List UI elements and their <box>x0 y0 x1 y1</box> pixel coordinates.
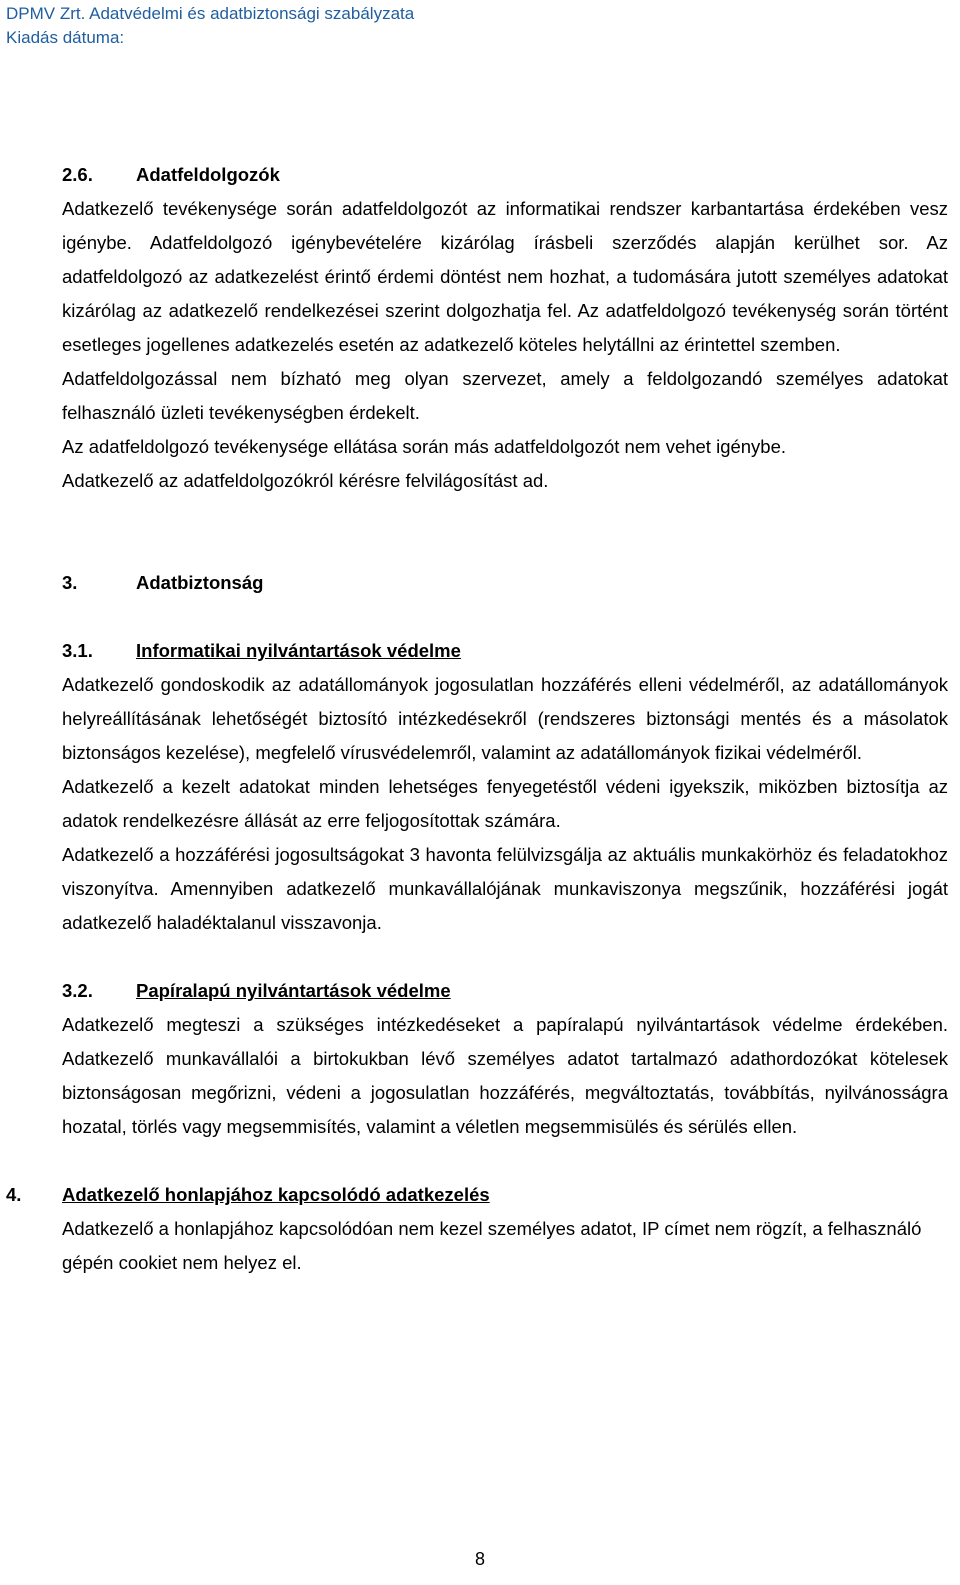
paragraph: Adatkezelő tevékenysége során adatfeldolgozót az informatikai rendszer karbantartása érdekében vesz igénybe. Adatfeldolgozó igénybevételére kizárólag írásbeli szerződés alapján kerülhet sor. Az adatfeldolgozó az adatkezelést érintő érdemi döntést nem hozhat, a tudomására jutott személyes adatokat kizárólag az adatkezelő rendelkezései szerint dolgozhatja fel. Az adatfeldolgozó tevékenység során történt esetleges jogellenes adatkezelés esetén az adatkezelő köteles helytállni az érintettel szemben. <box>62 198 948 355</box>
paragraph: Adatkezelő a honlapjához kapcsolódóan nem kezel személyes adatot, IP címet nem rögzít, a felhasználó gépén cookiet nem helyez el. <box>62 1218 922 1273</box>
paragraph: Adatkezelő megteszi a szükséges intézkedéseket a papíralapú nyilvántartások védelme érdekében. Adatkezelő munkavállalói a birtokukban lévő személyes adatot tartalmazó adathordozókat kötelesek biztonságosan megőrizni, védeni a jogosulatlan hozzáférés, megváltoztatás, továbbítás, nyilvánosságra hozatal, törlés vagy megsemmisítés, valamint a véletlen megsemmisülés és sérülés ellen. <box>62 1014 948 1137</box>
section-number: 3.2. <box>62 980 93 1001</box>
section-heading-2-6 <box>62 158 948 192</box>
section-heading-3-2 <box>62 974 948 1008</box>
section-heading-4 <box>6 1178 948 1212</box>
section-heading-3 <box>62 566 948 600</box>
header-issue-date-label: Kiadás dátuma: <box>6 28 125 47</box>
paragraph: Az adatfeldolgozó tevékenysége ellátása során más adatfeldolgozót nem vehet igénybe. <box>62 436 787 457</box>
section-title: Informatikai nyilvántartások védelme <box>136 640 461 661</box>
section-number: 2.6. <box>62 164 93 185</box>
header-title: DPMV Zrt. Adatvédelmi és adatbiztonsági szabályzata <box>6 4 415 23</box>
section-title: Papíralapú nyilvántartások védelme <box>136 980 451 1001</box>
section-heading-3-1 <box>62 634 948 668</box>
section-number: 4. <box>6 1184 22 1205</box>
section-number: 3. <box>62 572 78 593</box>
paragraph: Adatkezelő a kezelt adatokat minden lehetséges fenyegetéstől védeni igyekszik, miközben biztosítja az adatok rendelkezésre állását az erre feljogosítottak számára. <box>62 776 948 831</box>
paragraph: Adatkezelő az adatfeldolgozókról kérésre felvilágosítást ad. <box>62 470 549 491</box>
section-title: Adatkezelő honlapjához kapcsolódó adatkezelés <box>62 1184 490 1205</box>
paragraph: Adatkezelő a hozzáférési jogosultságokat 3 havonta felülvizsgálja az aktuális munkakörhöz és feladatokhoz viszonyítva. Amennyiben adatkezelő munkavállalójának munkaviszonya megszűnik, hozzáférési jogát adatkezelő haladéktalanul visszavonja. <box>62 844 948 933</box>
document-body <box>6 158 948 1280</box>
document-header <box>6 2 946 50</box>
section-title: Adatbiztonság <box>136 572 264 593</box>
section-number: 3.1. <box>62 640 93 661</box>
paragraph: Adatfeldolgozással nem bízható meg olyan szervezet, amely a feldolgozandó személyes adatokat felhasználó üzleti tevékenységben érdekelt. <box>62 368 948 423</box>
paragraph: Adatkezelő gondoskodik az adatállományok jogosulatlan hozzáférés elleni védelméről, az adatállományok helyreállításának lehetőségét biztosító intézkedésekről (rendszeres biztonsági mentés és a másolatok biztonságos kezelése), megfelelő vírusvédelemről, valamint az adatállományok fizikai védelméről. <box>62 674 948 763</box>
section-title: Adatfeldolgozók <box>136 164 280 185</box>
page-number: 8 <box>474 1549 485 1569</box>
